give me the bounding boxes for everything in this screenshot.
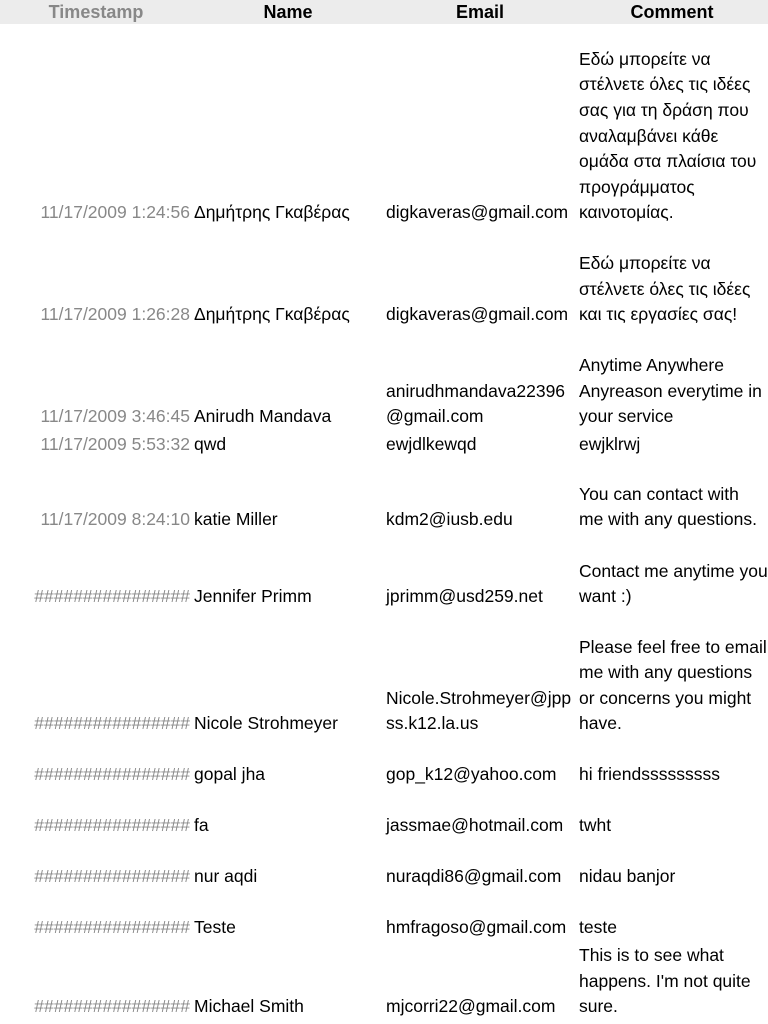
header-row (0, 0, 768, 24)
name-cell: Δημήτρης Γκαβέρας (194, 202, 350, 223)
comment-cell: hi friendsssssssss (579, 764, 721, 785)
timestamp-cell: 11/17/2009 3:46:45 (40, 406, 190, 427)
name-cell: katie Miller (194, 509, 278, 530)
name-cell: Michael Smith (194, 996, 304, 1017)
email-cell: digkaveras@gmail.com (386, 202, 569, 223)
table-row (0, 790, 768, 841)
comment-cell: Εδώ μπορείτε να στέλνετε όλες τις ιδέες και τις εργασίες σας! (579, 253, 751, 325)
column-header-name[interactable]: Name (263, 2, 313, 22)
name-cell: Δημήτρης Γκαβέρας (194, 304, 350, 325)
comment-cell: Please feel free to email me with any questions or concerns you might have. (579, 636, 767, 734)
email-cell: jassmae@hotmail.com (386, 815, 564, 836)
timestamp-cell: ################ (34, 815, 190, 836)
comment-cell: This is to see what happens. I'm not quite sure. (579, 945, 751, 1017)
table-row (0, 943, 768, 1022)
email-cell: kdm2@iusb.edu (386, 509, 513, 530)
table-row (0, 432, 768, 458)
column-header-email[interactable]: Email (455, 2, 505, 22)
column-header-comment[interactable]: Comment (630, 2, 714, 22)
timestamp-cell: ################ (34, 713, 190, 734)
table-row (0, 892, 768, 943)
timestamp-cell: 11/17/2009 1:24:56 (40, 202, 190, 223)
email-cell: anirudhmandava22396@gmail.com (386, 380, 566, 427)
comment-cell: twht (579, 815, 612, 836)
name-cell: Teste (194, 917, 236, 938)
email-cell: digkaveras@gmail.com (386, 304, 569, 325)
timestamp-cell: 11/17/2009 8:24:10 (40, 509, 190, 530)
comment-cell: Εδώ μπορείτε να στέλνετε όλες τις ιδέες σας για τη δράση που αναλαμβάνει κάθε ομάδα στα πλαίσια του προγράμματος καινοτομίας. (579, 48, 757, 223)
email-cell: jprimm@usd259.net (386, 586, 543, 607)
table-row (0, 612, 768, 739)
timestamp-cell: 11/17/2009 5:53:32 (40, 434, 190, 455)
timestamp-cell: ################ (34, 866, 190, 887)
timestamp-cell: ################ (34, 764, 190, 785)
name-cell: gopal jha (194, 764, 266, 785)
email-cell: ewjdlkewqd (386, 434, 477, 455)
comment-cell: Anytime Anywhere Anyreason everytime in your service (579, 355, 762, 427)
table-row (0, 330, 768, 432)
name-cell: Nicole Strohmeyer (194, 713, 338, 734)
table-row (0, 458, 768, 535)
name-cell: Anirudh Mandava (194, 406, 332, 427)
table-row (0, 535, 768, 612)
email-cell: Nicole.Strohmeyer@jppss.k12.la.us (386, 687, 572, 734)
email-cell: nuraqdi86@gmail.com (386, 866, 562, 887)
column-header-timestamp[interactable]: Timestamp (48, 2, 144, 22)
comment-cell: Contact me anytime you want :) (579, 560, 768, 607)
table-body (0, 24, 768, 1022)
table-row (0, 841, 768, 892)
timestamp-cell: ################ (34, 996, 190, 1017)
timestamp-cell: ################ (34, 917, 190, 938)
comment-cell: teste (579, 917, 617, 938)
table-row (0, 739, 768, 790)
table-header (0, 0, 768, 24)
comment-cell: ewjklrwj (579, 434, 641, 455)
table-row (0, 24, 768, 228)
name-cell: Jennifer Primm (194, 586, 312, 607)
comment-cell: You can contact with me with any questions. (579, 483, 758, 530)
email-cell: hmfragoso@gmail.com (386, 917, 567, 938)
email-cell: mjcorri22@gmail.com (386, 996, 556, 1017)
email-cell: gop_k12@yahoo.com (386, 764, 557, 785)
comment-cell: nidau banjor (579, 866, 676, 887)
name-cell: nur aqdi (194, 866, 258, 887)
timestamp-cell: 11/17/2009 1:26:28 (40, 304, 190, 325)
timestamp-cell: ################ (34, 586, 190, 607)
table-row (0, 228, 768, 330)
name-cell: qwd (194, 434, 227, 455)
name-cell: fa (194, 815, 209, 836)
